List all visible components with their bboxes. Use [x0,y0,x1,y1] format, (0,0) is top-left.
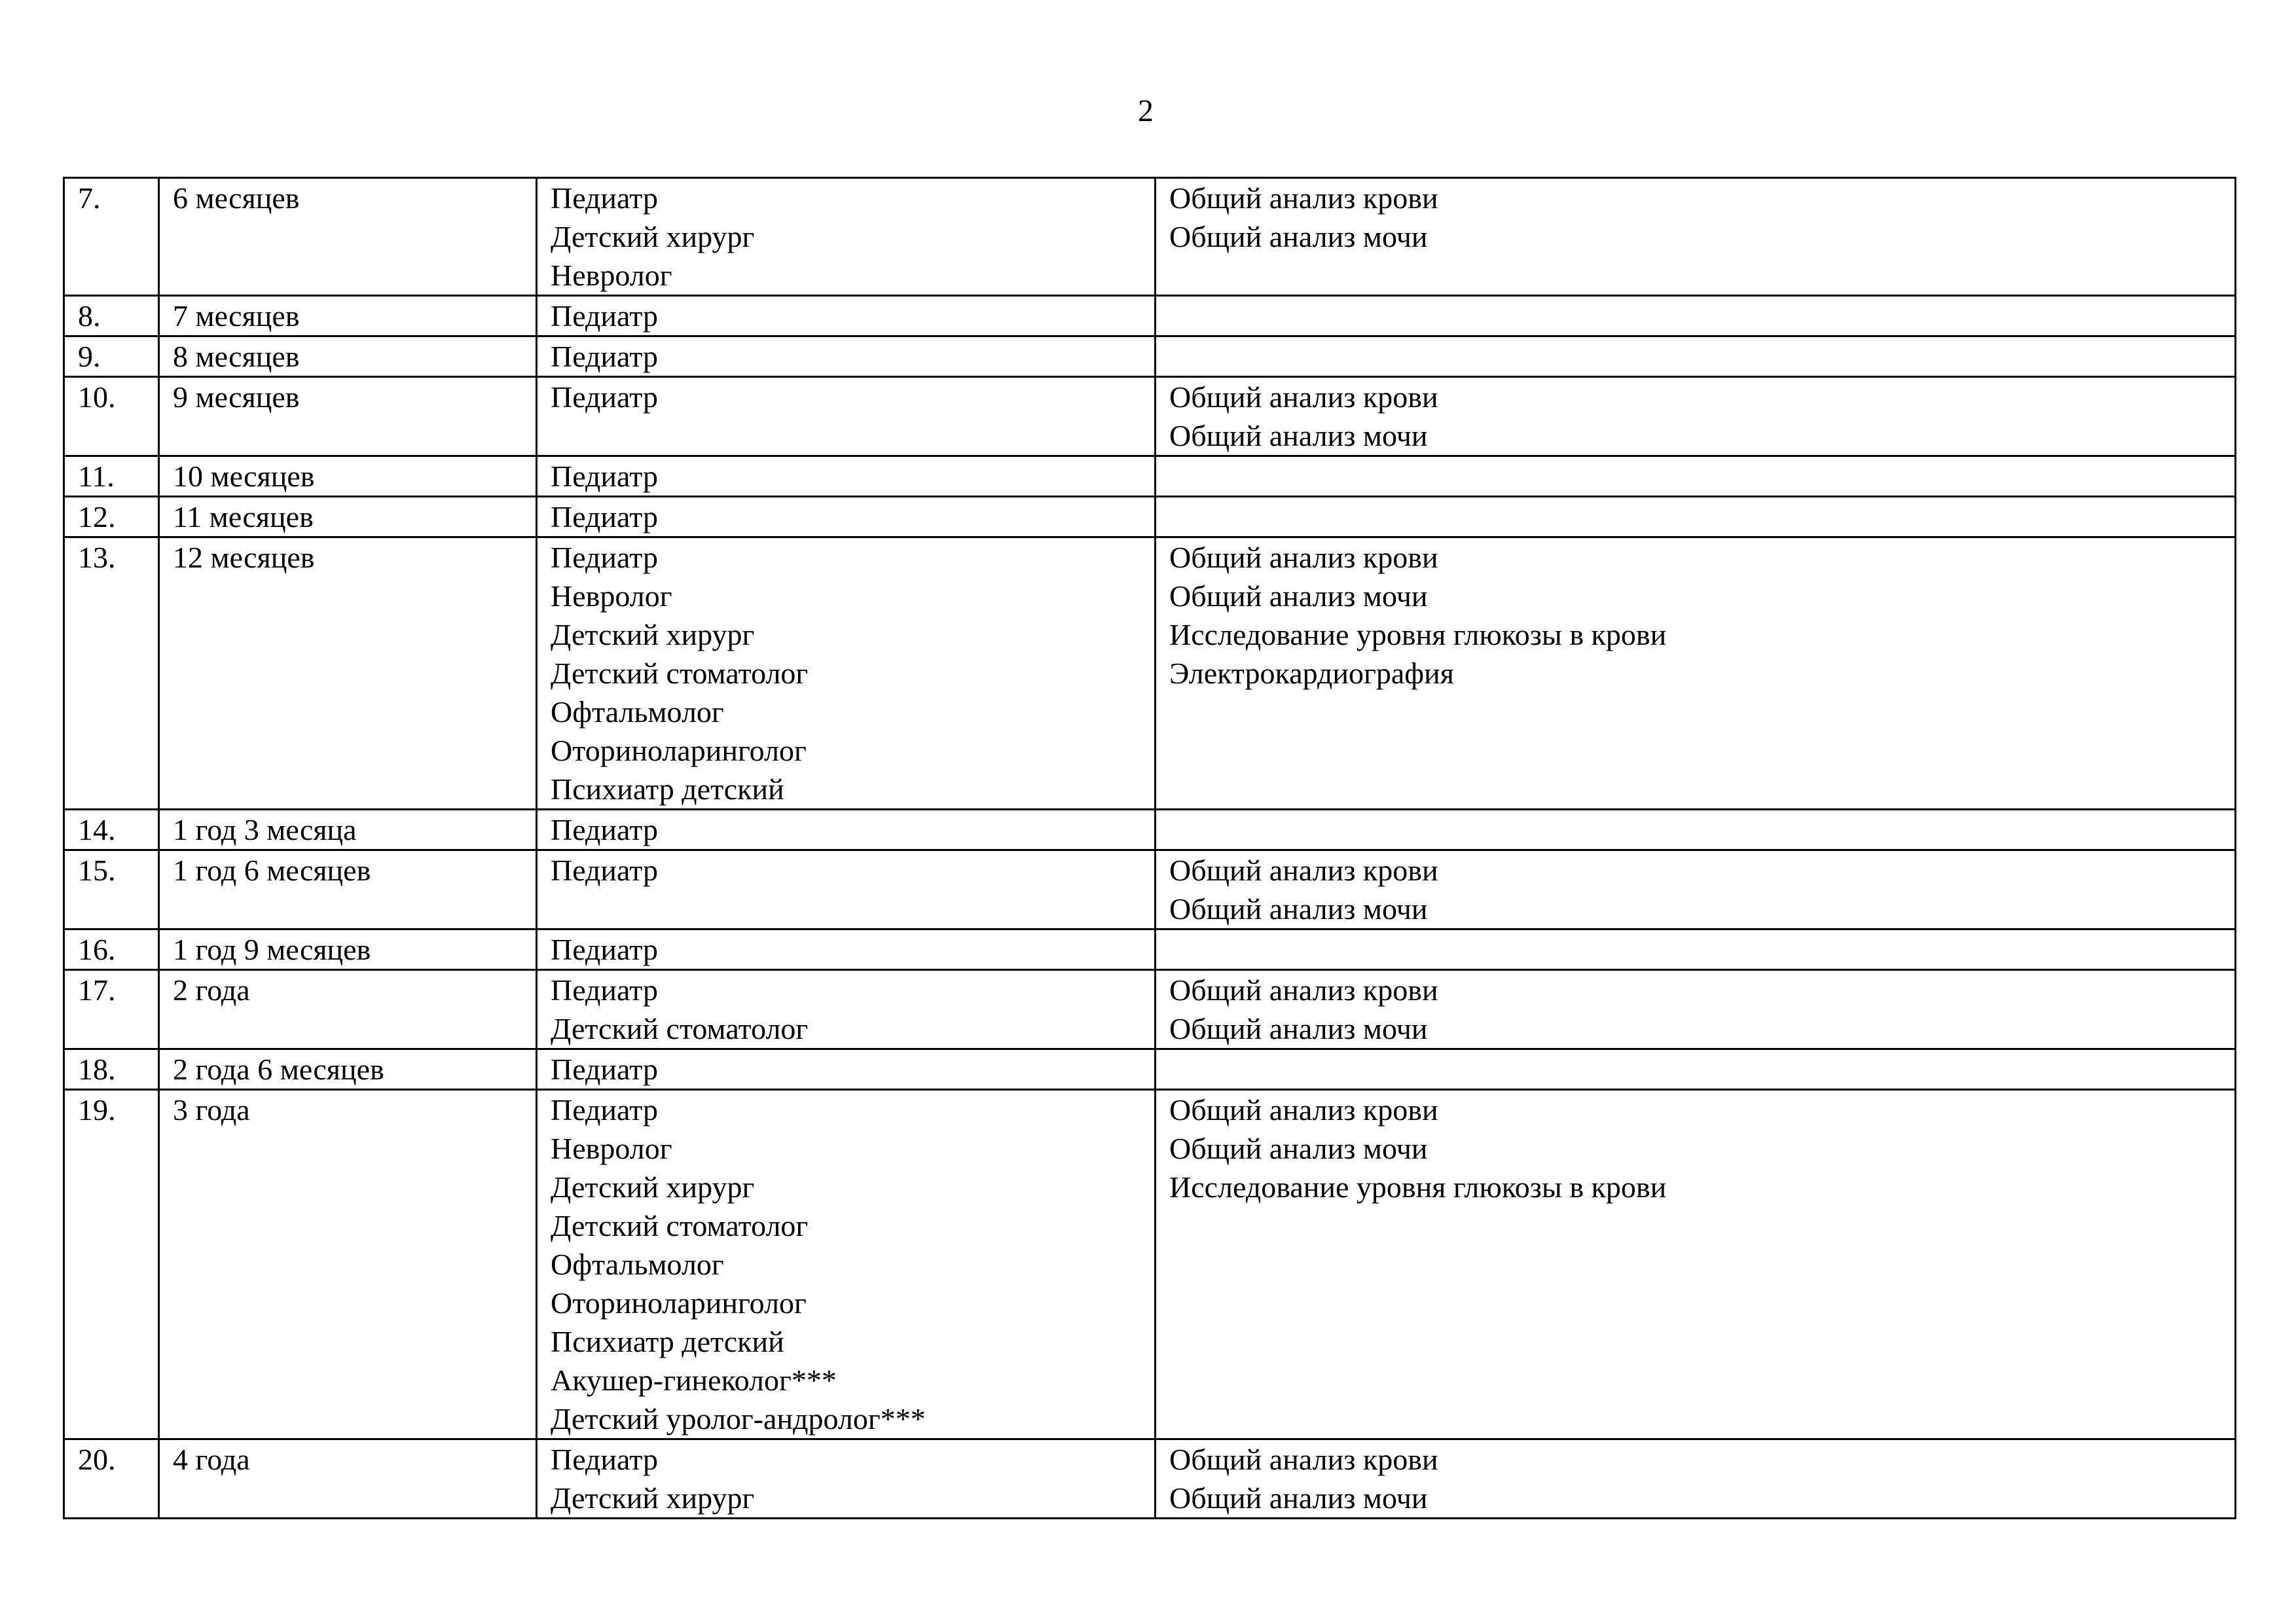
age-cell: 4 года [159,1439,537,1519]
specialists-cell [537,810,1156,850]
specialist-item: Педиатр [551,933,658,966]
tests-cell [1156,810,2236,850]
examination-schedule-table [63,177,2236,1519]
age-cell: 7 месяцев [159,296,537,336]
specialist-item: Педиатр [551,460,658,493]
tests-cell [1156,296,2236,336]
specialist-item: Педиатр [551,500,658,533]
tests-cell [1156,497,2236,537]
row-number-cell: 17. [64,970,159,1049]
test-item: Общий анализ крови [1169,854,1438,887]
tests-cell [1156,1049,2236,1090]
row-number-cell: 12. [64,497,159,537]
test-item: Общий анализ крови [1169,541,1438,574]
age-cell: 6 месяцев [159,178,537,296]
specialist-item: Педиатр [551,854,658,887]
specialist-item: Акушер-гинеколог*** [551,1363,837,1397]
specialists-cell [537,377,1156,456]
row-number-cell: 11. [64,456,159,497]
row-number-cell: 15. [64,850,159,929]
specialist-item: Оториноларинголог [551,734,807,767]
table-row [64,296,2236,336]
tests-cell [1156,1090,2236,1439]
test-item: Общий анализ крови [1169,1443,1438,1476]
row-number-cell: 13. [64,537,159,810]
specialist-item: Педиатр [551,181,658,215]
age-cell: 1 год 3 месяца [159,810,537,850]
table-row [64,537,2236,810]
row-number-cell: 18. [64,1049,159,1090]
table-row [64,1090,2236,1439]
age-cell: 12 месяцев [159,537,537,810]
test-item: Общий анализ мочи [1169,1481,1428,1515]
age-cell: 1 год 9 месяцев [159,929,537,970]
tests-cell [1156,377,2236,456]
test-item: Общий анализ мочи [1169,579,1428,613]
tests-cell [1156,178,2236,296]
age-cell: 9 месяцев [159,377,537,456]
table-row [64,377,2236,456]
specialists-cell [537,929,1156,970]
table-row [64,456,2236,497]
specialist-item: Детский стоматолог [551,1012,809,1045]
test-item: Общий анализ крови [1169,181,1438,215]
specialists-cell [537,178,1156,296]
specialists-cell [537,497,1156,537]
row-number-cell: 9. [64,336,159,377]
age-cell: 3 года [159,1090,537,1439]
age-cell: 1 год 6 месяцев [159,850,537,929]
specialists-cell [537,1090,1156,1439]
row-number-cell: 20. [64,1439,159,1519]
test-item: Общий анализ мочи [1169,419,1428,452]
schedule-table-body [64,178,2236,1519]
age-cell: 11 месяцев [159,497,537,537]
specialists-cell [537,1049,1156,1090]
specialists-cell [537,970,1156,1049]
row-number-cell: 8. [64,296,159,336]
test-item: Общий анализ крови [1169,973,1438,1007]
table-row [64,970,2236,1049]
age-cell: 2 года 6 месяцев [159,1049,537,1090]
tests-cell [1156,456,2236,497]
row-number-cell: 7. [64,178,159,296]
specialist-item: Офтальмолог [551,1248,724,1281]
specialist-item: Педиатр [551,813,658,846]
test-item: Общий анализ крови [1169,1093,1438,1127]
specialists-cell [537,296,1156,336]
table-row [64,178,2236,296]
specialist-item: Детский хирург [551,618,755,651]
specialist-item: Детский стоматолог [551,657,809,690]
test-item: Общий анализ мочи [1169,1012,1428,1045]
specialist-item: Педиатр [551,973,658,1007]
table-row [64,850,2236,929]
test-item: Исследование уровня глюкозы в крови [1169,1170,1667,1204]
table-row [64,1439,2236,1519]
specialists-cell [537,1439,1156,1519]
table-row [64,1049,2236,1090]
specialist-item: Офтальмолог [551,695,724,729]
specialist-item: Детский уролог-андролог*** [551,1402,926,1435]
tests-cell [1156,537,2236,810]
test-item: Общий анализ крови [1169,380,1438,414]
specialists-cell [537,537,1156,810]
tests-cell [1156,850,2236,929]
tests-cell [1156,929,2236,970]
table-row [64,336,2236,377]
specialist-item: Психиатр детский [551,1325,784,1358]
specialist-item: Невролог [551,579,672,613]
specialists-cell [537,456,1156,497]
row-number-cell: 16. [64,929,159,970]
row-number-cell: 19. [64,1090,159,1439]
age-cell: 2 года [159,970,537,1049]
specialist-item: Оториноларинголог [551,1286,807,1320]
specialist-item: Педиатр [551,1443,658,1476]
table-row [64,810,2236,850]
specialist-item: Педиатр [551,1053,658,1086]
test-item: Общий анализ мочи [1169,1132,1428,1165]
test-item: Общий анализ мочи [1169,892,1428,926]
row-number-cell: 10. [64,377,159,456]
age-cell: 10 месяцев [159,456,537,497]
test-item: Электрокардиография [1169,657,1454,690]
specialist-item: Педиатр [551,380,658,414]
row-number-cell: 14. [64,810,159,850]
specialist-item: Психиатр детский [551,772,784,806]
table-row [64,929,2236,970]
tests-cell [1156,970,2236,1049]
specialist-item: Педиатр [551,340,658,373]
specialist-item: Невролог [551,1132,672,1165]
test-item: Исследование уровня глюкозы в крови [1169,618,1667,651]
specialists-cell [537,850,1156,929]
tests-cell [1156,336,2236,377]
table-row [64,497,2236,537]
specialists-cell [537,336,1156,377]
specialist-item: Детский хирург [551,220,755,253]
test-item: Общий анализ мочи [1169,220,1428,253]
specialist-item: Невролог [551,259,672,292]
specialist-item: Педиатр [551,299,658,333]
page-number: 2 [1138,94,1154,128]
specialist-item: Педиатр [551,1093,658,1127]
specialist-item: Детский хирург [551,1481,755,1515]
tests-cell [1156,1439,2236,1519]
specialist-item: Педиатр [551,541,658,574]
age-cell: 8 месяцев [159,336,537,377]
specialist-item: Детский стоматолог [551,1209,809,1242]
specialist-item: Детский хирург [551,1170,755,1204]
